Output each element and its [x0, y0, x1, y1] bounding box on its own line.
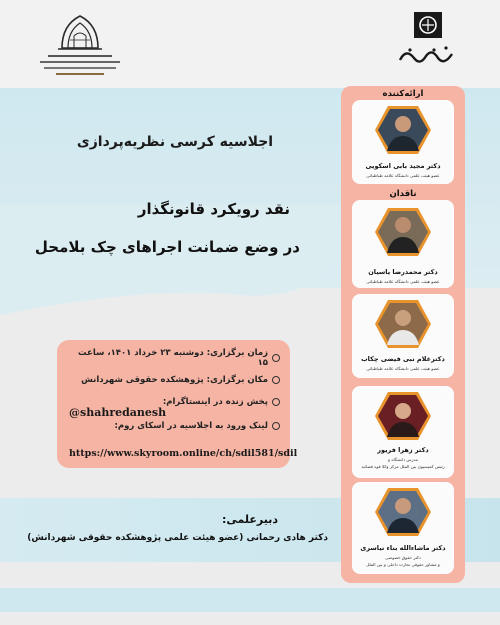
secretary-heading: دبیرعلمی: — [221, 513, 278, 526]
presenter-role: عضو هیئت علمی دانشگاه علامه طباطبائی — [366, 173, 440, 178]
critic-name-2: دکترغلام نبی فیضی چکاب — [361, 355, 445, 363]
footer-strip — [0, 588, 500, 612]
instagram-handle[interactable]: @shahredanesh — [69, 406, 167, 419]
critic-name-1: دکتر محمدرضا یاسیان — [368, 268, 438, 276]
critic-role-1: عضو هیئت علمی دانشگاه علامه طباطبائی — [366, 279, 440, 284]
critic-card-4 — [352, 482, 454, 574]
presenter-card — [352, 100, 454, 184]
info-time — [67, 348, 280, 368]
critic-photo-2 — [373, 298, 433, 350]
bullet-icon — [272, 354, 280, 362]
skyroom-link[interactable]: https://www.skyroom.online/ch/sdil581/sdil — [69, 448, 298, 459]
university-logo — [30, 10, 130, 82]
info-live-text: پخش زنده در اینستاگرام: — [162, 397, 268, 407]
info-skyroom — [67, 416, 280, 436]
decorative-wave — [0, 205, 340, 315]
critic-card-3 — [352, 386, 454, 478]
presenter-photo — [373, 104, 433, 156]
critic-role-4: دکتر حقوق خصوصی — [385, 555, 421, 560]
info-time-text: زمان برگزاری: دوشنبه ۲۳ خرداد ۱۴۰۱، ساعت ۱۵ — [78, 348, 268, 368]
event-info-box — [57, 340, 298, 468]
event-title: اجلاسیه کرسی نظریه‌پردازی — [76, 134, 274, 150]
critic-role-3b: رئیس کمیسیون بین الملل مرکز وکلا قوه قضائیه — [361, 464, 445, 469]
critics-heading: ناقدان — [389, 189, 417, 199]
event-subtitle-line-1: نقد رویکرد قانونگذار — [137, 200, 290, 218]
critic-role-4b: و مشاور حقوقی تجارت داخلی و بین الملل — [366, 562, 440, 567]
bullet-icon — [272, 422, 280, 430]
event-subtitle-line-2: در وضع ضمانت اجراهای چک بلامحل — [34, 238, 300, 256]
info-place-text: مکان برگزاری: پژوهشکده حقوقی شهردانش — [81, 375, 268, 385]
critic-photo-4 — [373, 486, 433, 538]
critic-card-1 — [352, 200, 454, 288]
secretary-name: دکتر هادی رحمانی (عضو هیئت علمی پژوهشکده حقوقی شهردانش) — [27, 533, 328, 543]
info-skyroom-text: لینک ورود به اجلاسیه در اسکای روم: — [114, 421, 268, 431]
presenter-name: دکتر مجید بابی اسکویی — [365, 162, 441, 170]
critic-photo-1 — [373, 206, 433, 258]
info-place — [67, 370, 280, 390]
critic-photo-3 — [373, 390, 433, 442]
critic-card-2 — [352, 294, 454, 378]
critic-name-4: دکتر ماشاءالله بناء نیاسری — [360, 544, 446, 552]
critic-role-3: مدرس دانشگاه و — [388, 457, 418, 462]
bullet-icon — [272, 376, 280, 384]
bullet-icon — [272, 398, 280, 406]
presenter-heading: ارائه‌کننده — [382, 89, 424, 99]
law-institute-logo — [392, 10, 464, 78]
critic-role-2: عضو هیئت علمی دانشگاه علامه طباطبائی — [366, 366, 440, 371]
critic-name-3: دکتر زهرا فریور — [377, 446, 429, 454]
